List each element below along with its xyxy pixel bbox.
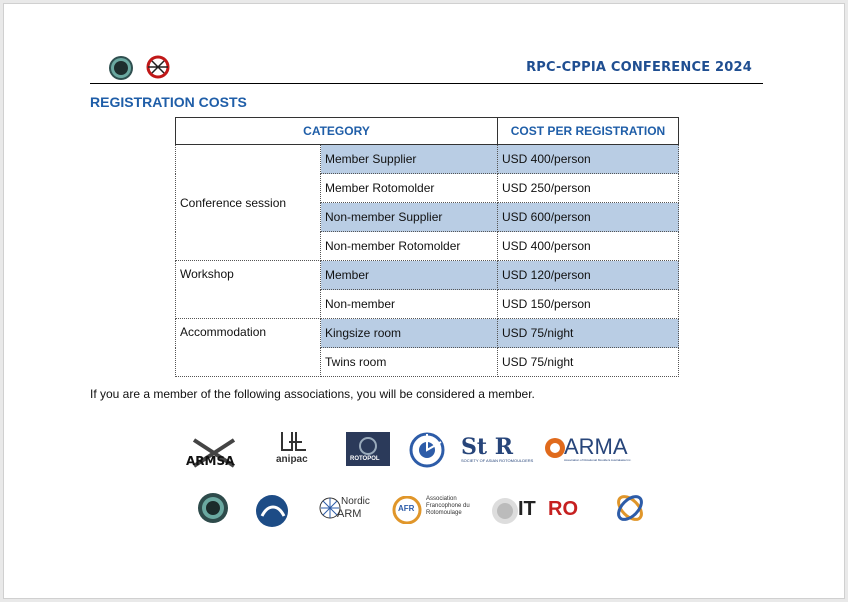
row-cost: USD 600/person: [498, 203, 679, 232]
association-logos: ARMSA anipac ROTOPOL St R SOCIETY OF ASIAN ROTOMOULDERS ARMA Association of Rotational Moulders Australasia Inc. Nordic ARM AFR Association Francophone du Rotomoulage IT RO: [184, 422, 664, 542]
header-cost: COST PER REGISTRATION: [498, 118, 679, 145]
row-cost: USD 250/person: [498, 174, 679, 203]
row-label: Member: [321, 261, 498, 290]
header-category: CATEGORY: [176, 118, 498, 145]
orbit-icon: [612, 488, 648, 528]
blue-circle-icon: [254, 494, 290, 528]
rotopol-logo: ROTOPOL: [346, 432, 390, 466]
row-cost: USD 400/person: [498, 232, 679, 261]
section-title: REGISTRATION COSTS: [90, 94, 247, 110]
nordic-arm-logo: Nordic ARM: [319, 494, 341, 522]
row-cost: USD 75/night: [498, 348, 679, 377]
group-accommodation: Accommodation: [176, 319, 321, 377]
table-row: [176, 319, 679, 348]
registration-costs-table: [175, 117, 679, 377]
row-cost: USD 120/person: [498, 261, 679, 290]
itro-logo: IT RO: [490, 496, 520, 526]
table-row: [176, 261, 679, 290]
rpc-logo-icon: [108, 53, 178, 83]
membership-note: If you are a member of the following associations, you will be considered a member.: [90, 387, 535, 401]
armsa-logo: ARMSA: [184, 436, 244, 470]
row-label: Member Rotomolder: [321, 174, 498, 203]
row-label: Member Supplier: [321, 145, 498, 174]
table-header-row: [176, 118, 679, 145]
row-label: Twins room: [321, 348, 498, 377]
rpc-badge-icon: [196, 492, 230, 528]
row-label: Kingsize room: [321, 319, 498, 348]
group-workshop: Workshop: [176, 261, 321, 319]
afr-logo: AFR Association Francophone du Rotomoulage: [392, 496, 422, 524]
table-row: [176, 145, 679, 174]
header-logos: [108, 53, 178, 83]
conference-title: RPC-CPPIA CONFERENCE 2024: [526, 60, 752, 75]
arma-logo: ARMA Association of Rotational Moulders Australasia Inc.: [544, 436, 566, 460]
anipac-logo: anipac: [272, 430, 316, 456]
row-label: Non-member: [321, 290, 498, 319]
group-conference-session: Conference session: [176, 145, 321, 261]
row-cost: USD 150/person: [498, 290, 679, 319]
rotational-circle-icon: [409, 432, 445, 468]
document-page: [3, 3, 845, 599]
row-cost: USD 75/night: [498, 319, 679, 348]
row-label: Non-member Supplier: [321, 203, 498, 232]
row-label: Non-member Rotomolder: [321, 232, 498, 261]
row-cost: USD 400/person: [498, 145, 679, 174]
header-divider: [90, 83, 763, 84]
